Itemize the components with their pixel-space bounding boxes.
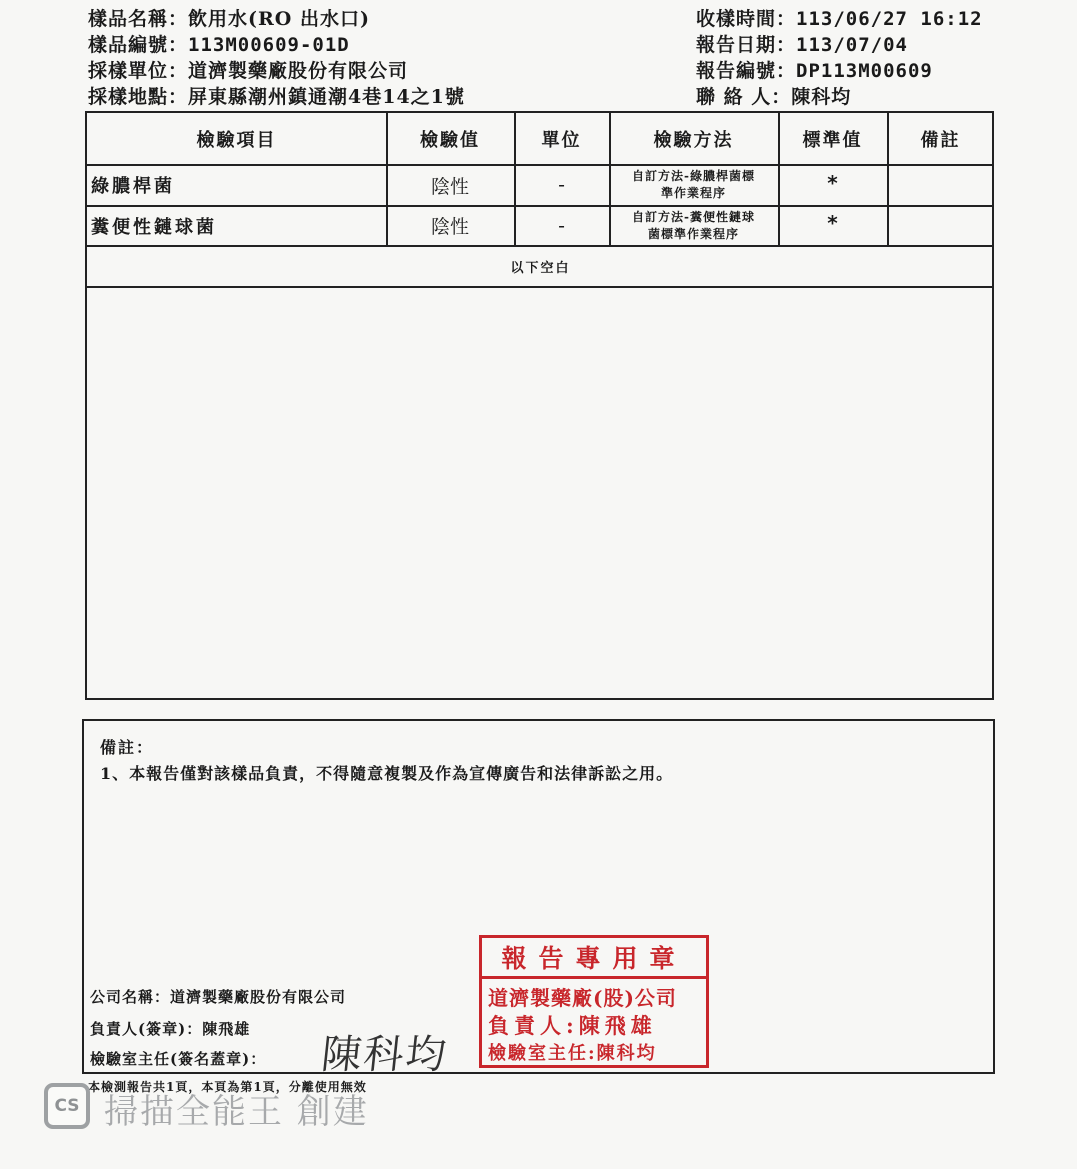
- report-no-row: [696, 56, 933, 83]
- company-name: 公司名稱：道濟製藥廠股份有限公司: [90, 988, 347, 1006]
- handwritten-signature: 陳科均: [319, 1032, 451, 1078]
- report-date-value: 113/07/04: [796, 34, 908, 56]
- sample-name-label: 樣品名稱：: [88, 8, 189, 30]
- sampling-unit-label: 採樣單位：: [88, 60, 189, 82]
- col-header-item: 檢驗項目: [196, 129, 277, 151]
- sampling-unit-row: [88, 56, 408, 83]
- receive-time-value: 113/06/27 16:12: [796, 8, 983, 30]
- table-row-item: 綠膿桿菌: [91, 176, 175, 197]
- sample-no-label: 樣品編號：: [88, 34, 189, 56]
- table-row-standard: *: [827, 171, 838, 195]
- responsible-person: 負責人(簽章)：陳飛雄: [90, 1020, 251, 1038]
- sampling-location-row: [88, 82, 465, 109]
- sampling-location-value: 屏東縣潮州鎮通潮4巷14之1號: [188, 86, 465, 108]
- table-row-standard: *: [827, 211, 838, 235]
- report-no-value: DP113M00609: [796, 60, 933, 82]
- blank-note: 以下空白: [510, 260, 571, 276]
- page-note: 本檢測報告共1頁，本頁為第1頁，分離使用無效: [88, 1080, 367, 1094]
- contact-value: 陳科均: [791, 86, 852, 108]
- contact-label: 聯 絡 人：: [696, 86, 792, 108]
- sample-name-row: [88, 4, 370, 31]
- receive-time-row: [696, 4, 983, 31]
- report-date-label: 報告日期：: [696, 34, 797, 56]
- table-rule: [87, 286, 992, 288]
- sampling-location-label: 採樣地點：: [88, 86, 189, 108]
- remarks-line: 1、本報告僅對該樣品負責，不得隨意複製及作為宣傳廣告和法律訴訟之用。: [100, 764, 674, 783]
- sample-name-value: 飲用水(RO 出水口): [188, 8, 370, 30]
- col-header-value: 檢驗值: [420, 129, 480, 151]
- stamp-line: 道濟製藥廠(股)公司: [488, 986, 677, 1010]
- method-line: 菌標準作業程序: [647, 226, 739, 241]
- table-row-item: 糞便性鏈球菌: [91, 216, 217, 238]
- remarks-title: 備註：: [100, 738, 155, 757]
- results-table: [85, 111, 994, 700]
- table-row-unit: -: [558, 214, 565, 237]
- col-header-note: 備註: [920, 129, 961, 151]
- col-header-unit: 單位: [541, 129, 582, 151]
- contact-row: [696, 82, 851, 109]
- report-no-label: 報告編號：: [696, 60, 797, 82]
- table-row-value: 陰性: [430, 216, 469, 238]
- table-row-note: [887, 165, 994, 205]
- stamp-line: 負責人:陳飛雄: [488, 1013, 657, 1038]
- method-line: 準作業程序: [660, 186, 726, 200]
- stamp-line: 檢驗室主任:陳科均: [488, 1043, 657, 1064]
- method-line: 自訂方法-糞便性鏈球: [632, 209, 755, 224]
- table-row-method: [609, 206, 778, 245]
- stamp-title: 報告專用章: [482, 938, 706, 979]
- table-row-unit: -: [558, 174, 565, 196]
- sampling-unit-value: 道濟製藥廠股份有限公司: [188, 60, 409, 82]
- receive-time-label: 收樣時間：: [696, 8, 797, 30]
- table-row-value: 陰性: [430, 175, 469, 198]
- report-seal-stamp: [479, 935, 709, 1068]
- method-line: 自訂方法-綠膿桿菌標: [632, 169, 755, 183]
- sample-no-row: [88, 30, 350, 57]
- watermark-text: 掃描全能王 創建: [104, 1092, 369, 1132]
- report-date-row: [696, 30, 908, 57]
- col-header-standard: 標準值: [802, 129, 863, 151]
- col-header-method: 檢驗方法: [653, 129, 734, 151]
- sample-no-value: 113M00609-01D: [188, 34, 350, 56]
- lab-director-label: 檢驗室主任(簽名蓋章)：: [90, 1050, 267, 1068]
- camscanner-logo-icon: CS: [44, 1083, 90, 1129]
- table-row-method: [609, 165, 778, 205]
- table-row-note: [887, 206, 994, 245]
